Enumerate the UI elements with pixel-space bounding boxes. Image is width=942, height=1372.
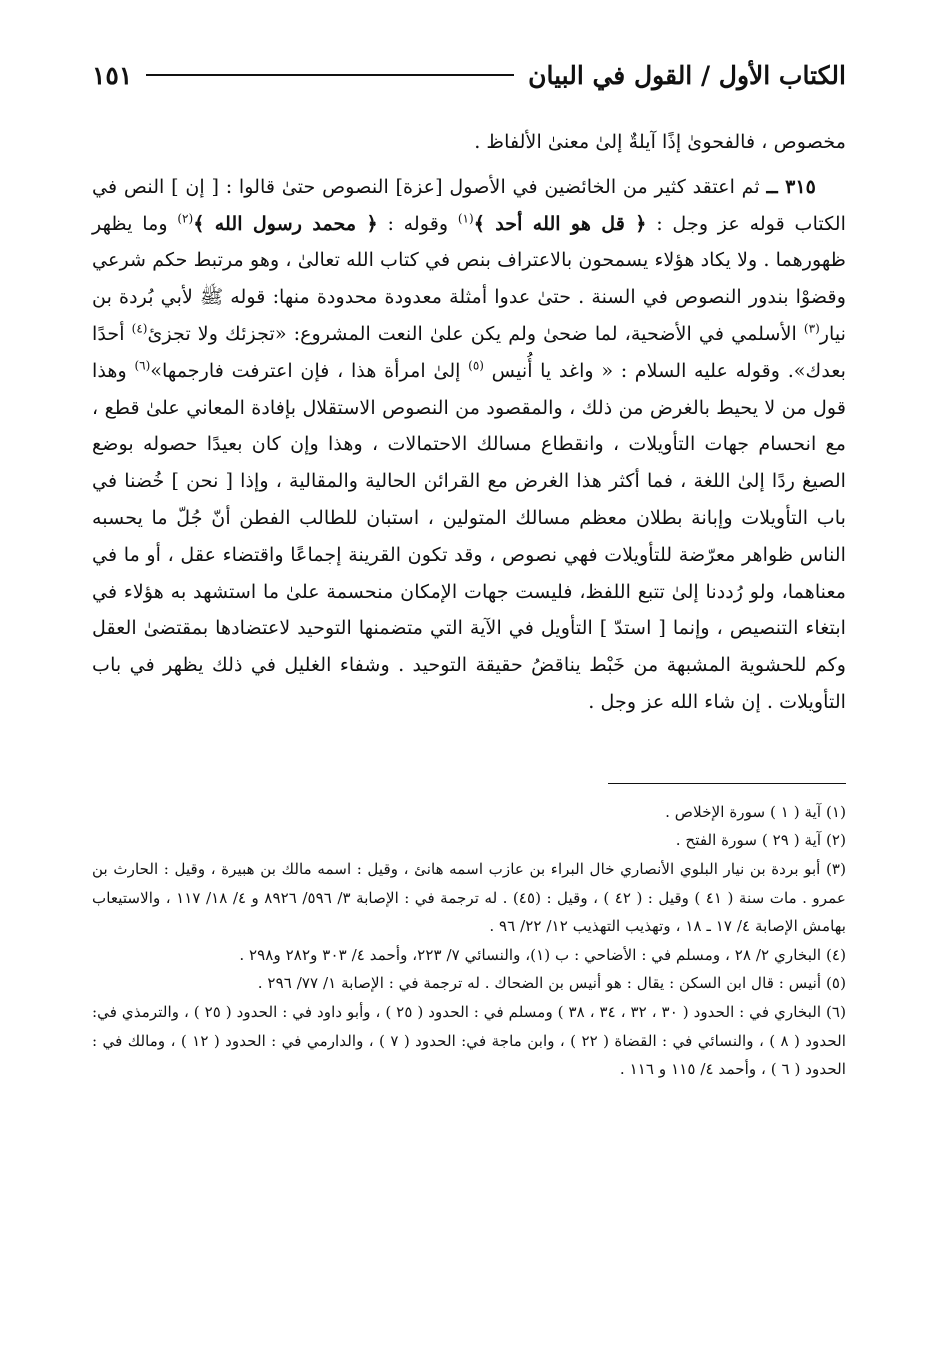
footnote-3: (٣) أبو بردة بن نيار البلوي الأنصاري خال البراء بن عازب اسمه هانئ ، وقيل : اسمه مالك بن هبيرة ، وقيل : الحارث بن عمرو . مات سنة ( ٤١ ) وقيل : ( ٤٢ ) ، وقيل : (٤٥) . له ترجمة في : الإصابة ٣/ ٥٩٦/ ٨٩٢٦ و ٤/ ١٨/ ١١٧ ، والاستيعاب بهامش الإصابة ٤/ ١٧ ـ ١٨ ، وتهذيب التهذيب ١٢/ ٢٢/ ٩٦ .: [92, 859, 846, 936]
footnote-rule: [608, 783, 846, 784]
footnotes: [92, 798, 846, 1084]
text-run: أحدًا بعدك». وقوله عليه السلام : « واغد يا أُنيس: [92, 321, 847, 382]
footnote-1: (١) آية ( ١ ) سورة الإخلاص .: [665, 802, 846, 821]
footnote-5: (٥) أنيس : قال ابن السكن : يقال : هو أنيس بن الضحاك . له ترجمة في : الإصابة ١/ ٧٧/ ٢٩٦ .: [257, 974, 846, 993]
bold-run: ﴿ قل هو الله أحد ﴾: [473, 211, 647, 235]
footnote-4: (٤) البخاري ٢/ ٢٨ ، ومسلم في : الأضاحي : ب (١)، والنسائي ٧/ ٢٢٣، وأحمد ٤/ ٣٠٣ و٢٨٢ و٢٩٨ .: [239, 945, 846, 964]
header-rule: [146, 74, 514, 76]
text-run: وقوله :: [377, 211, 458, 235]
footnote-ref: (٣): [803, 321, 820, 336]
bold-run: ﴿ محمد رسول الله ﴾: [193, 211, 378, 235]
footnote-ref: (١): [457, 211, 474, 226]
main-text: [92, 124, 846, 721]
text-run: وهذا قول من لا يحيط بالغرض من ذلك ، والمقصود من النصوص الاستقلال بإفادة المعاني علىٰ قطع ، مع انحسام جهات التأويلات ، وانقطاع مسالك الاحتمالات ، وهذا وإن كان بعيدًا حصوله بوضع الصيغ ردًا إلىٰ اللغة ، فما أكثر هذا الغرض مع القرائن الحالية والمقالية ، وإذا [ نحن ] خُضنا في باب التأويلات وإبانة بطلان معظم مسالك المتولين ، استبان للطالب الفطن أنّ جُلّ ما يحسبه الناس ظواهر معرّضة للتأويلات فهي نصوص ، وقد تكون القرينة إجماعًا واقتضاء عقل ، أو ما في معناهما، ولو رُددنا إلىٰ تتبع اللفظ، فليست جهات الإمكان منحسمة علىٰ ما استشهد به هؤلاء في ابتغاء التنصيص ، وإنما [ استدّ ] التأويل في الآية التي متضمنها التوحيد لاعتضادها بمقتضىٰ العقل وكم للحشوية المشبهة من خَبْط يناقضُ حقيقة التوحيد . وشفاء الغليل في ذلك يظهر في باب التأويلات . إن شاء الله عز وجل .: [92, 358, 846, 713]
footnote-ref: (٤): [131, 321, 148, 336]
text-run: الأسلمي في الأضحية، لما ضحىٰ ولم يكن علىٰ النعت المشروع: «تجزئك ولا تجزئ: [147, 321, 804, 345]
paragraph-continuation: مخصوص ، فالفحوىٰ إذًا آيلةٌ إلىٰ معنىٰ الألفاظ .: [474, 130, 846, 153]
text-run: وما يظهر ظهورهما . ولا يكاد هؤلاء يسمحون بالاعتراف بنص في كتاب الله تعالىٰ ، وهو مرتبط حكم شرعي وقضوْا بندور النصوص في السنة . حتىٰ عدوا أمثلة معدودة محدودة منها: قوله ﷺ لأبي بُردة بن نيار: [92, 211, 846, 345]
paragraph-315: [92, 169, 846, 721]
footnote-ref: (٥): [468, 358, 484, 373]
text-run: ثم اعتقد كثير من الخائضين في الأصول [عزة] النصوص حتىٰ قالوا : [ إن ] النص في الكتاب قوله عز وجل :: [92, 174, 846, 235]
bold-run: ٣١٥ ــ: [766, 174, 816, 198]
footnote-ref: (٢): [177, 211, 194, 226]
footnote-ref: (٦): [134, 358, 151, 373]
page-header: [92, 52, 846, 98]
footnote-6: (٦) البخاري في : الحدود ( ٣٠ ، ٣٢ ، ٣٤ ، ٣٨ ) ومسلم في : الحدود ( ٢٥ ) ، وأبو داود في : الحدود ( ٢٥ ) ، والترمذي في: الحدود ( ٨ ) ، والنسائي في : القضاة ( ٢٢ ) ، وابن ماجة في: الحدود ( ٧ ) ، والدارمي في : الحدود ( ١٢ ) ، ومالك في : الحدود ( ٦ ) ، وأحمد ٤/ ١١٥ و ١١٦ .: [92, 1002, 847, 1079]
page-number: ١٥١: [92, 60, 133, 90]
text-run: إلىٰ امرأة هذا ، فإن اعترفت فارجمها»: [150, 358, 469, 382]
running-title: الكتاب الأول / القول في البيان: [528, 60, 846, 90]
footnote-2: (٢) آية ( ٢٩ ) سورة الفتح .: [675, 831, 846, 850]
